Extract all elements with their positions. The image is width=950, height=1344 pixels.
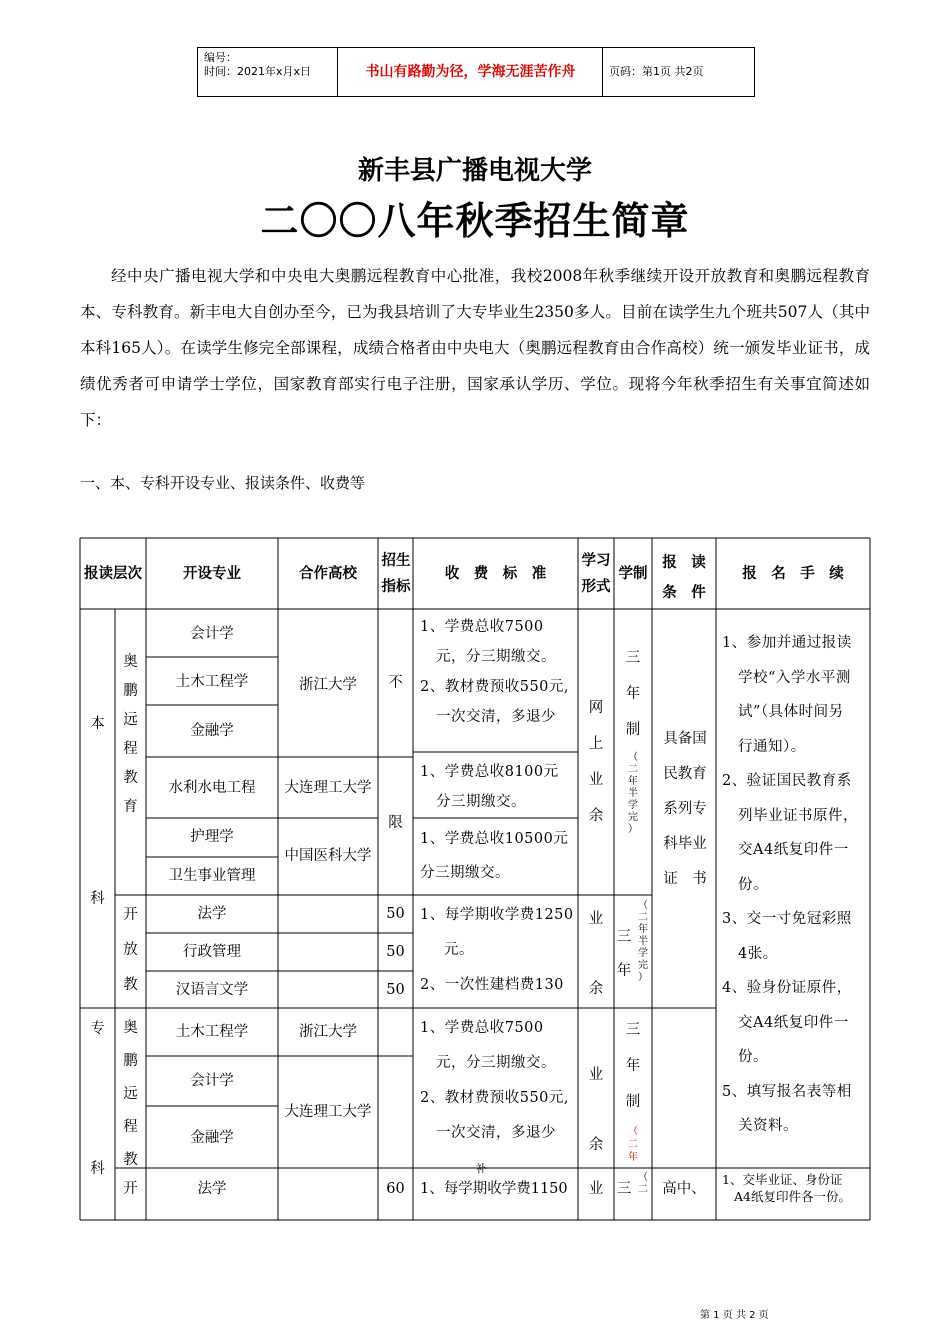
procedure-last: 1、交毕业证、身份证 A4纸复印件各一份。 [722, 1172, 851, 1204]
mode-zk: 业 余 [588, 1067, 604, 1153]
requirement-zk-law: 高中、 [662, 1181, 706, 1197]
kai-label: 开 [123, 1181, 138, 1197]
duration-zk-note: （ 二 年 [628, 1126, 638, 1163]
level-ke: 科 [90, 891, 105, 907]
quota-open: 50 [386, 906, 405, 922]
partner-cell: 浙江大学 [299, 677, 357, 693]
header-mode: 学习形式 [581, 553, 611, 595]
number-label: 编号： [204, 51, 237, 64]
major-row: 汉语言文学 [175, 982, 249, 998]
header-procedure: 报 名 手 续 [742, 566, 844, 582]
partner-cell: 浙江大学 [299, 1024, 357, 1040]
header-motto: 书山有路勤为径，学海无涯苦作舟 [339, 48, 603, 96]
aopeng-label: 奥 鹏 远 程 教 育 [123, 654, 138, 815]
major-row: 金融学 [190, 723, 234, 739]
duration-3yr: 三 年 制 [625, 650, 641, 738]
duration-open-san: 三 [616, 929, 632, 945]
partner-cell: 大连理工大学 [284, 780, 372, 796]
mode-yu: 余 [588, 981, 604, 997]
section-heading-1: 一、本、专科开设专业、报读条件、收费等 [80, 474, 366, 492]
aopeng-label-2: 奥 鹏 远 程 教 [123, 1020, 138, 1168]
header-requirement: 报 读 条 件 [662, 555, 721, 601]
fee-zk: 1、学费总收7500 元，分三期缴交。 2、教材费预收550元, 一次交清，多退少 补 [420, 1020, 570, 1175]
fee-dlut: 1、学费总收8100元 分三期缴交。 [420, 764, 559, 810]
mode-zk-law: 业 [588, 1181, 604, 1197]
major-row: 行政管理 [183, 944, 241, 960]
major-row: 卫生事业管理 [168, 868, 256, 884]
partner-cell: 大连理工大学 [284, 1104, 372, 1120]
major-row: 土木工程学 [175, 674, 249, 690]
quota-xian: 限 [388, 815, 403, 831]
header-page: 页码：第1页 共2页 [609, 65, 704, 78]
fee-zk-law: 1、每学期收学费1150 [420, 1181, 568, 1197]
duration-open-nian: 年 [616, 963, 632, 979]
quota-bu: 不 [388, 675, 403, 691]
fee-cmu: 1、学费总收10500元 分三期缴交。 [420, 831, 569, 881]
intro-paragraph: 经中央广播电视大学和中央电大奥鹏远程教育中心批准，我校2008年秋季继续开设开放教育和奥鹏远程教育本、专科教育。新丰电大自创办至今，已为我县培训了大专毕业生2350多人。目前在读学生九个班共507人（其中本科165人）。在读学生修完全部课程，成绩合格者由中央电大（奥鹏远程教育由合作高校）统一颁发毕业证书，成绩优秀者可申请学士学位，国家教育部实行电子注册，国家承认学历、学位。现将今年秋季招生有关事宜简述如下： [80, 267, 870, 429]
fee-open: 1、每学期收学费1250 元。 2、一次性建档费130 [420, 907, 574, 993]
title-main: 二〇〇八年秋季招生简章 [260, 199, 690, 243]
major-row: 法学 [197, 1181, 227, 1197]
header-partner: 合作高校 [299, 566, 357, 582]
quota-open: 50 [386, 982, 405, 998]
fee-zju: 1、学费总收7500 元，分三期缴交。 2、教材费预收550元, 一次交清，多退少 [420, 619, 570, 725]
date-label: 时间：2021年x月x日 [204, 65, 312, 78]
partner-cell: 中国医科大学 [284, 848, 372, 864]
mode-ye: 业 [588, 911, 604, 927]
major-row: 会计学 [190, 626, 234, 642]
header-quota: 招生指标 [381, 553, 411, 595]
title-school: 新丰县广播电视大学 [357, 156, 592, 186]
quota-open: 50 [386, 944, 405, 960]
header-level: 报读层次 [84, 566, 142, 582]
quota-zk-law: 60 [386, 1181, 405, 1197]
mode-online: 网 上 业 余 [588, 700, 604, 824]
header-fee: 收 费 标 准 [444, 566, 547, 582]
level-ke-2: 科 [90, 1161, 105, 1177]
major-row: 法学 [197, 906, 227, 922]
major-row: 水利水电工程 [168, 780, 256, 796]
requirement-bk: 具备国 民教育 系列专 科毕业 证 书 [663, 731, 707, 887]
header-duration: 学制 [618, 566, 648, 582]
duration-open-note: （ 二 年 半 学 完 ） [638, 900, 648, 983]
duration-zk: 三 年 制 [625, 1022, 641, 1110]
major-row: 金融学 [190, 1130, 234, 1146]
major-row: 会计学 [190, 1073, 234, 1089]
level-zhuan: 专 [90, 1021, 105, 1037]
major-row: 护理学 [190, 829, 234, 845]
procedure-list: 1、参加并通过报读 学校“入学水平测 试”（具体时间另 行通知）。 2、验证国民教育系 列毕业证书原件， 交A4纸复印件一 份。 3、交一寸免冠彩照 4张。 4、验身份证原件， 交A4纸复印件一 份。 5、填写报名表等相 关资料。 [722, 635, 858, 1134]
header-major: 开设专业 [183, 566, 241, 582]
duration-last: 三 [616, 1181, 632, 1197]
page-footer: 第 1 页 共 2 页 [700, 1310, 769, 1321]
major-row: 土木工程学 [175, 1024, 249, 1040]
duration-note: （ 二 年 半 学 完 ） [628, 752, 638, 835]
kaifang-label: 开 放 教 [123, 907, 138, 993]
level-ben: 本 [90, 716, 105, 732]
duration-last-note: （ 二 [638, 1172, 648, 1195]
